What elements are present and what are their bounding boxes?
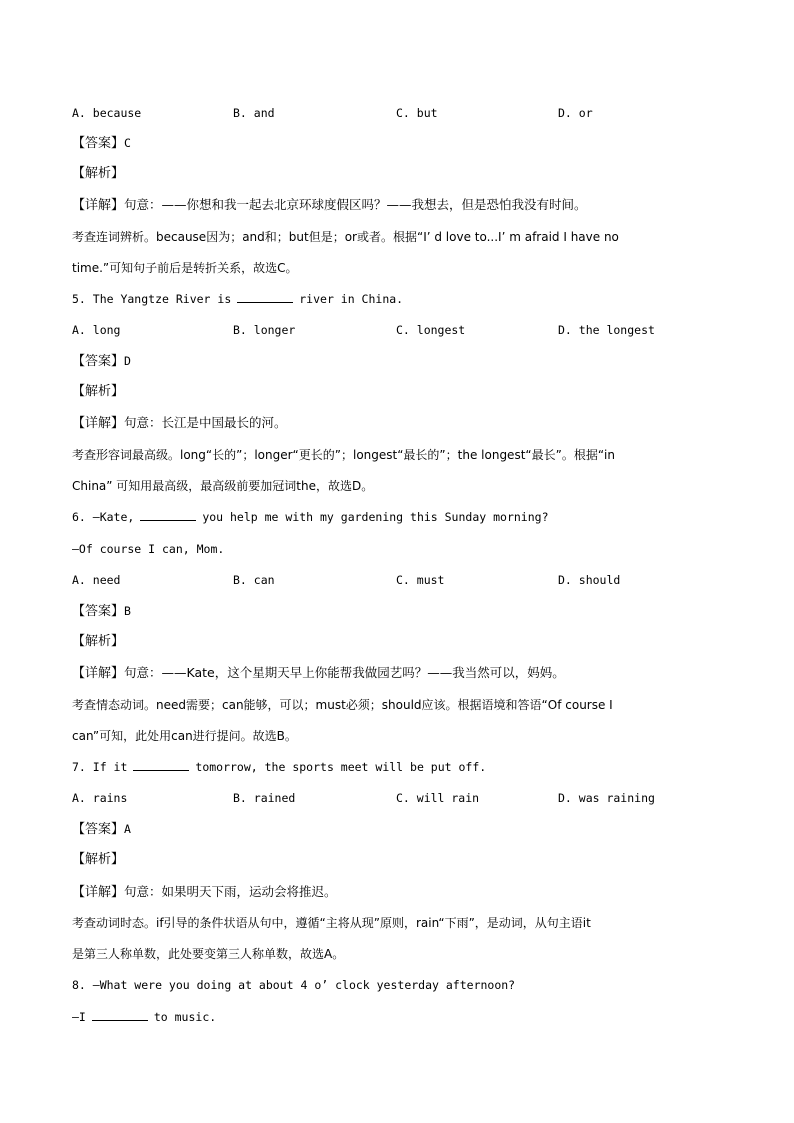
answer-value: B [124,604,131,618]
q5-stem [72,291,403,307]
stem-after: you help me with my gardening this Sunday morning? [202,510,549,524]
q7-explain-line-2: 是第三人称单数，此处要变第三人称单数，故选A。 [72,947,345,961]
q5-explain-line-1: 考查形容词最高级。long“长的”；longer“更长的”；longest“最长的”；the longest“最长”。根据“in [72,448,615,462]
stem-after: tomorrow, the sports meet will be put off. [195,760,487,774]
q7-option-d: D. was raining [558,791,655,805]
answer-tag: 【答案】 [72,822,125,837]
stem-before: 5. The Yangtze River is [72,292,232,306]
stem-after: river in China. [299,292,404,306]
q6-option-a: A. need [72,573,121,587]
q4-explain-line-1: 考查连词辨析。because因为；and和；but但是；or或者。根据“I’ d love to...I’ m afraid I have no [72,230,619,244]
q7-option-c: C. will rain [396,791,480,805]
q4-option-b: B. and [233,106,275,120]
q7-explain-line-1: 考查动词时态。if引导的条件状语从句中，遵循“主将从现”原则，rain“下雨”，是动词，从句主语it [72,916,591,930]
detail-tag: 【详解】 [72,666,125,681]
reply-before: —I [72,1010,86,1024]
q5-analysis-tag: 【解析】 [72,384,125,399]
q7-answer [72,821,131,838]
q8-stem: 8. —What were you doing at about 4 o’ clock yesterday afternoon? [72,978,516,992]
q6-detail [72,665,565,682]
q5-detail [72,415,287,432]
q6-option-d: D. should [558,573,621,587]
q7-option-b: B. rained [233,791,296,805]
q6-answer [72,603,131,620]
q5-option-b: B. longer [233,323,296,337]
q5-option-a: A. long [72,323,121,337]
q6-analysis-tag: 【解析】 [72,634,125,649]
q6-explain-line-2: can”可知，此处用can进行提问。故选B。 [72,729,297,743]
q5-explain-line-2: China” 可知用最高级，最高级前要加冠词the，故选D。 [72,479,374,493]
q4-option-a: A. because [72,106,142,120]
detail-tag: 【详解】 [72,198,125,213]
answer-value: C [124,136,131,150]
q4-option-d: D. or [558,106,593,120]
answer-blank [237,292,293,303]
answer-blank [92,1010,148,1021]
q4-option-c: C. but [396,106,438,120]
answer-tag: 【答案】 [72,604,125,619]
q6-option-c: C. must [396,573,445,587]
q5-answer [72,353,131,370]
q5-option-d: D. the longest [558,323,655,337]
q4-answer [72,135,131,152]
detail-text: 句意：——Kate，这个星期天早上你能帮我做园艺吗？——我当然可以，妈妈。 [124,665,565,680]
q6-stem [72,509,549,525]
stem-before: 7. If it [72,760,128,774]
q6-explain-line-1: 考查情态动词。need需要；can能够，可以；must必须；should应该。根据语境和答语“Of course I [72,698,613,712]
answer-tag: 【答案】 [72,136,125,151]
q6-reply: —Of course I can, Mom. [72,542,225,556]
detail-text: 句意：如果明天下雨，运动会将推迟。 [124,884,337,899]
q6-option-b: B. can [233,573,275,587]
q7-option-a: A. rains [72,791,128,805]
detail-text: 句意：——你想和我一起去北京环球度假区吗？——我想去，但是恐怕我没有时间。 [124,197,587,212]
q7-detail [72,884,337,901]
q5-option-c: C. longest [396,323,466,337]
stem-before: 6. —Kate, [72,510,135,524]
detail-tag: 【详解】 [72,416,125,431]
q8-reply [72,1009,216,1025]
detail-tag: 【详解】 [72,885,125,900]
q7-stem [72,759,486,775]
answer-value: A [124,822,131,836]
detail-text: 句意：长江是中国最长的河。 [124,415,287,430]
q7-analysis-tag: 【解析】 [72,852,125,867]
q4-explain-line-2: time.”可知句子前后是转折关系，故选C。 [72,261,298,275]
q4-detail [72,197,587,214]
answer-value: D [124,354,131,368]
reply-after: to music. [153,1010,217,1024]
q4-analysis-tag: 【解析】 [72,166,125,181]
answer-tag: 【答案】 [72,354,125,369]
answer-blank [140,510,196,521]
answer-blank [133,760,189,771]
